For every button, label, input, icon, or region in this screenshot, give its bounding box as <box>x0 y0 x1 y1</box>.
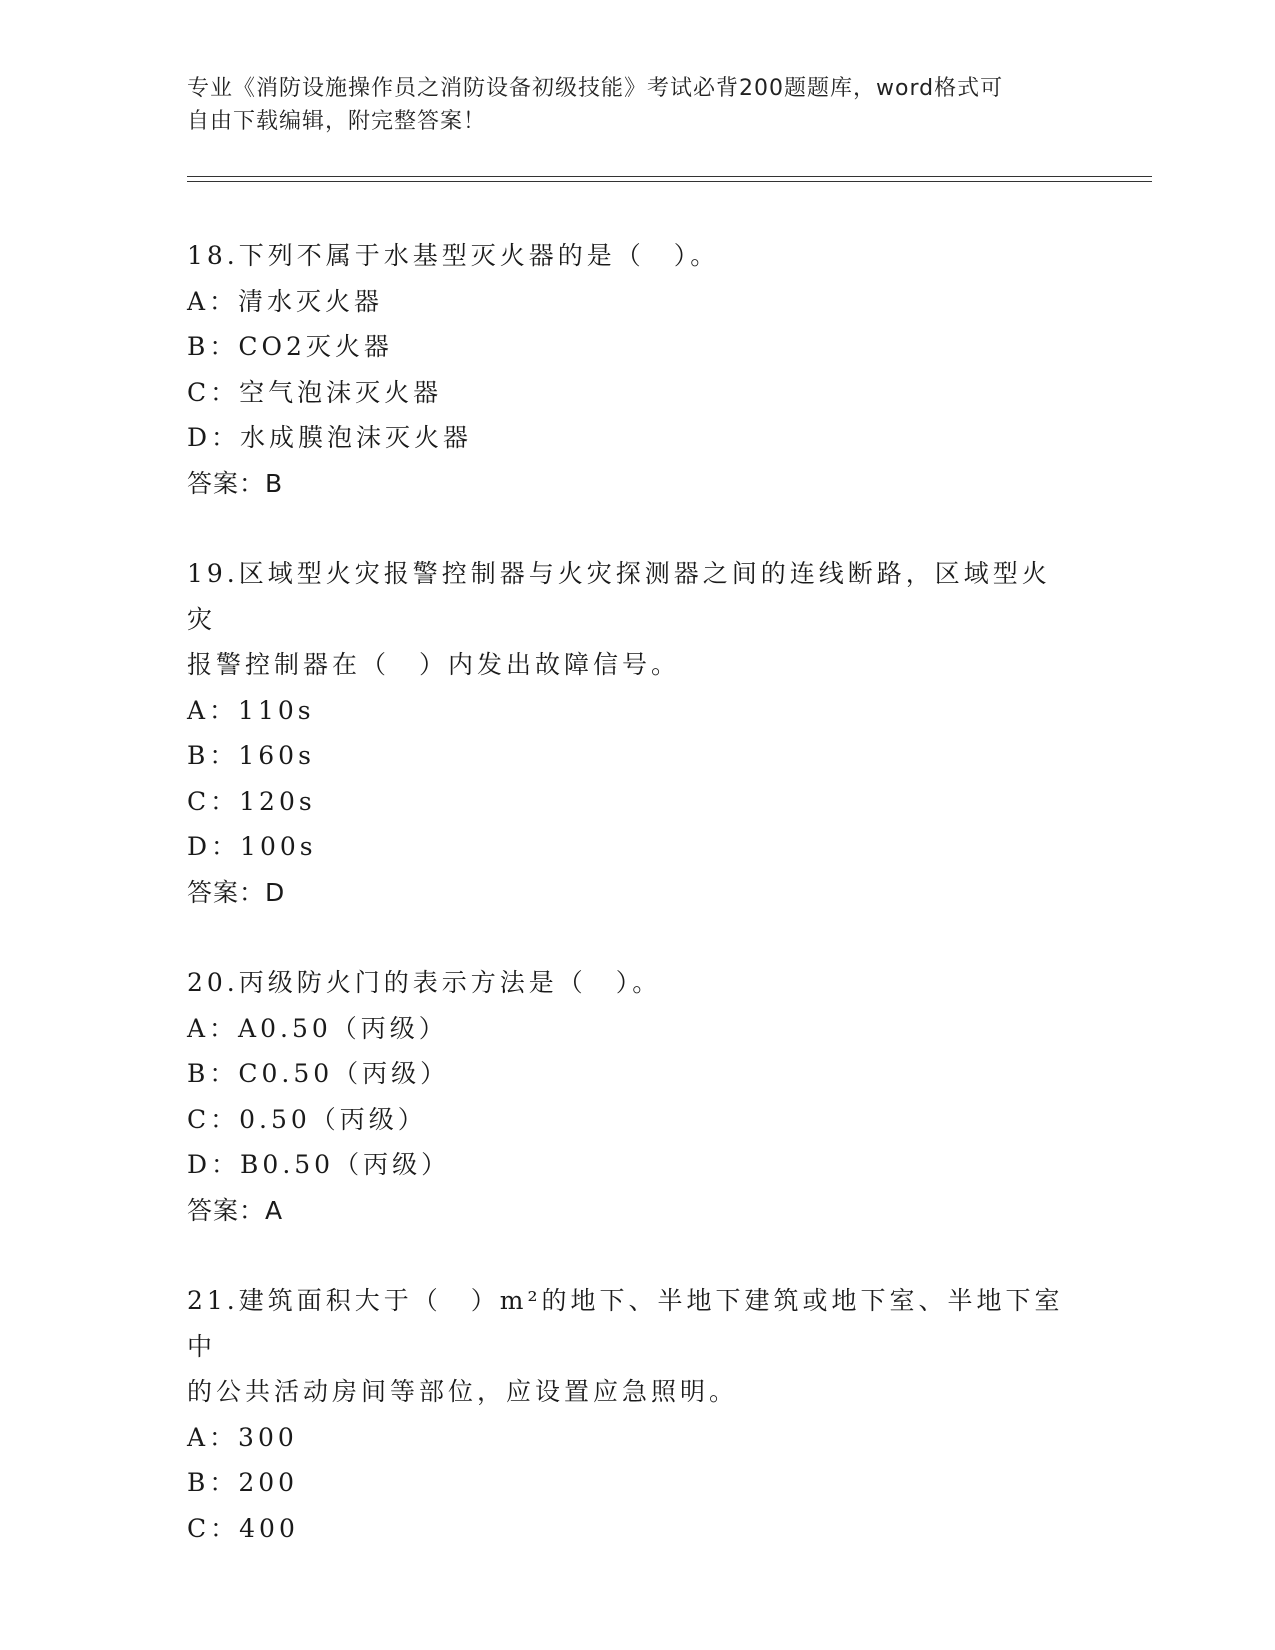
question-stem: 20.丙级防火门的表示方法是（ ）。 <box>187 968 662 997</box>
header-line-1: 专业《消防设施操作员之消防设备初级技能》考试必背200题题库，word格式可 <box>187 76 1004 101</box>
question-stem-line-1: 19.区域型火灾报警控制器与火灾探测器之间的连线断路，区域型火灾 <box>187 559 1051 634</box>
document-header <box>187 72 1067 138</box>
question-stem-line-2: 报警控制器在（ ）内发出故障信号。 <box>187 650 681 679</box>
option-a: A：清水灭火器 <box>187 286 384 316</box>
answer: 答案：A <box>187 1195 284 1225</box>
option-b: B：200 <box>187 1468 299 1497</box>
question-20 <box>187 960 1077 1233</box>
option-a: A：300 <box>187 1422 298 1452</box>
option-c: C：120s <box>187 786 316 816</box>
option-b: B：160s <box>187 741 315 770</box>
question-18 <box>187 233 1077 506</box>
option-a: A：A0.50（丙级） <box>187 1013 448 1043</box>
option-d: D：水成膜泡沫灭火器 <box>187 423 473 452</box>
header-divider-bottom <box>187 181 1152 182</box>
option-c: C：0.50（丙级） <box>187 1104 427 1134</box>
option-d: D：100s <box>187 832 317 861</box>
answer: 答案：B <box>187 468 284 498</box>
question-stem-line-1: 21.建筑面积大于（ ）m²的地下、半地下建筑或地下室、半地下室中 <box>187 1286 1064 1361</box>
question-21 <box>187 1278 1077 1551</box>
option-c: C：空气泡沫灭火器 <box>187 377 443 407</box>
question-stem: 18.下列不属于水基型灭火器的是（ ）。 <box>187 241 720 270</box>
option-a: A：110s <box>187 695 315 725</box>
option-b: B：CO2灭火器 <box>187 332 393 361</box>
answer: 答案：D <box>187 877 286 907</box>
option-d: D：B0.50（丙级） <box>187 1150 451 1179</box>
question-19 <box>187 551 1077 915</box>
header-divider-top <box>187 176 1152 177</box>
question-stem-line-2: 的公共活动房间等部位，应设置应急照明。 <box>187 1377 739 1406</box>
header-line-2: 自由下载编辑，附完整答案！ <box>187 109 487 134</box>
question-list <box>187 233 1077 1596</box>
option-c: C：400 <box>187 1513 299 1543</box>
option-b: B：C0.50（丙级） <box>187 1059 450 1088</box>
